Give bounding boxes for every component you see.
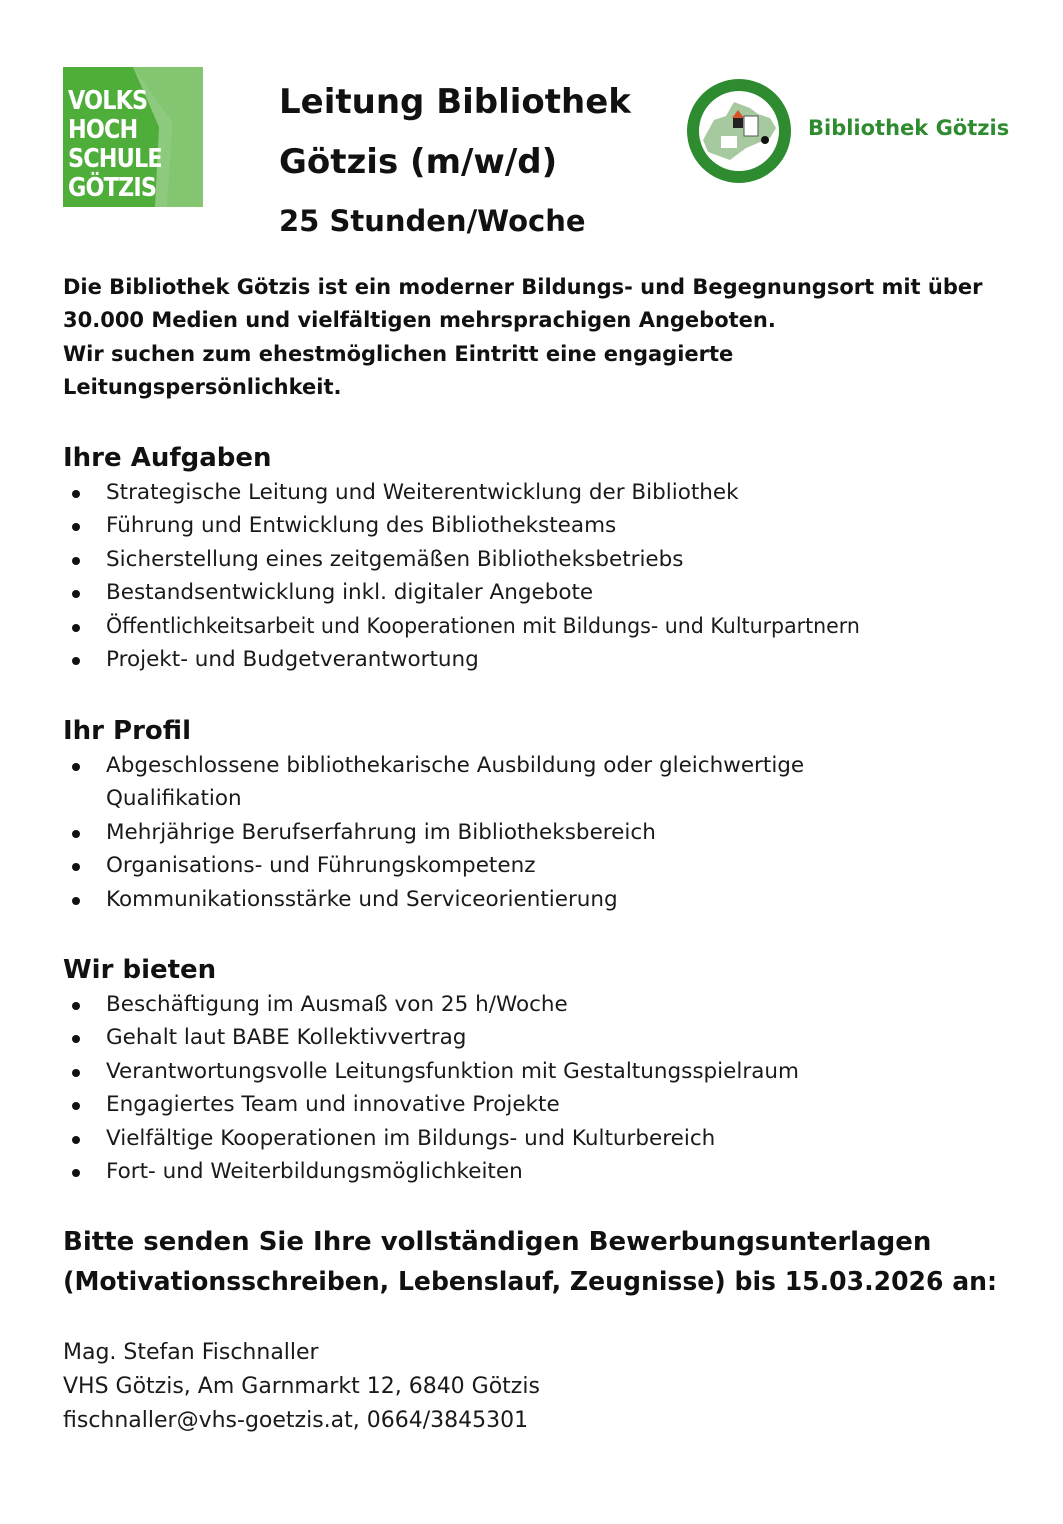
bullet-icon <box>72 624 80 632</box>
list-item-text: Öffentlichkeitsarbeit und Kooperationen mit Bildungs- und Kulturpartnern <box>106 613 860 639</box>
intro-line-2: 30.000 Medien und vielfältigen mehrsprachigen Angeboten. <box>63 308 776 333</box>
bullet-icon <box>72 763 80 771</box>
list-item-text: Führung und Entwicklung des Bibliotheksteams <box>106 513 617 539</box>
task-list <box>63 476 1023 676</box>
bullet-icon <box>72 1035 80 1043</box>
offer-list <box>63 988 1023 1188</box>
job-hours: 25 Stunden/Woche <box>279 204 586 238</box>
list-item <box>63 476 1023 509</box>
cta-line-1: Bitte senden Sie Ihre vollständigen Bewerbungsunterlagen <box>63 1227 932 1257</box>
list-item <box>63 509 1023 542</box>
bullet-icon <box>72 557 80 565</box>
job-title-block <box>279 72 659 246</box>
bullet-icon <box>72 897 80 905</box>
section-bieten <box>63 952 1023 1188</box>
section-heading: Wir bieten <box>63 955 217 985</box>
list-item-text: Strategische Leitung und Weiterentwicklung der Bibliothek <box>106 480 739 505</box>
list-item <box>63 849 1023 882</box>
list-item <box>63 1055 1023 1088</box>
bullet-icon <box>72 1169 80 1177</box>
list-item-text: Verantwortungsvolle Leitungsfunktion mit Gestaltungsspielraum <box>106 1058 799 1084</box>
bullet-icon <box>72 490 80 498</box>
list-item <box>63 643 1023 676</box>
application-instructions <box>63 1222 1023 1302</box>
intro-line-3: Wir suchen zum ehestmöglichen Eintritt eine engagierte <box>63 341 734 366</box>
list-item <box>63 576 1023 609</box>
vhs-logo-line-4: GÖTZIS <box>68 173 157 203</box>
list-item-text: Abgeschlossene bibliothekarische Ausbildung oder gleichwertige Qualifikation <box>106 753 805 812</box>
bullet-icon <box>72 657 80 665</box>
vhs-logo-line-1: VOLKS <box>68 86 148 116</box>
vhs-logo-line-3: SCHULE <box>68 144 162 174</box>
list-item-text: Sicherstellung eines zeitgemäßen Bibliotheksbetriebs <box>106 546 684 572</box>
profile-list <box>63 749 1023 916</box>
vhs-goetzis-logo <box>63 67 203 207</box>
bullet-icon <box>72 1136 80 1144</box>
list-item <box>63 988 1023 1021</box>
list-item <box>63 749 926 816</box>
bibliothek-goetzis-logo <box>686 78 1010 186</box>
list-item-text: Projekt- und Budgetverantwortung <box>106 647 479 673</box>
section-heading: Ihre Aufgaben <box>63 443 272 473</box>
library-name: Bibliothek Götzis <box>808 116 1010 140</box>
list-item-text: Gehalt laut BABE Kollektivvertrag <box>106 1025 467 1051</box>
list-item-text: Vielfältige Kooperationen im Bildungs- und Kulturbereich <box>106 1125 716 1151</box>
bullet-icon <box>72 1102 80 1110</box>
job-title-line-1: Leitung Bibliothek <box>279 82 631 122</box>
list-item-text: Engagiertes Team und innovative Projekte <box>106 1092 560 1118</box>
contact-email-phone[interactable]: fischnaller@vhs-goetzis.at, 0664/3845301 <box>63 1408 529 1433</box>
list-item <box>63 610 1023 643</box>
list-item-text: Bestandsentwicklung inkl. digitaler Angebote <box>106 580 594 606</box>
bullet-icon <box>72 1002 80 1010</box>
contact-block <box>63 1336 963 1438</box>
bullet-icon <box>72 830 80 838</box>
library-emblem-icon <box>686 78 794 186</box>
list-item-text: Fort- und Weiterbildungsmöglichkeiten <box>106 1159 523 1185</box>
vhs-logo-line-2: HOCH <box>68 115 138 145</box>
job-title-line-2: Götzis (m/w/d) <box>279 142 558 182</box>
list-item <box>63 816 1023 849</box>
list-item <box>63 543 1023 576</box>
list-item <box>63 1021 1023 1054</box>
list-item <box>63 883 1023 916</box>
cta-line-2: (Motivationsschreiben, Lebenslauf, Zeugnisse) bis 15.03.2026 an: <box>63 1267 998 1297</box>
bullet-icon <box>72 523 80 531</box>
intro-line-4: Leitungspersönlichkeit. <box>63 375 342 400</box>
list-item <box>63 1122 1023 1155</box>
list-item <box>63 1088 1023 1121</box>
contact-address: VHS Götzis, Am Garnmarkt 12, 6840 Götzis <box>63 1374 540 1399</box>
intro-text <box>63 271 1013 405</box>
list-item-text: Beschäftigung im Ausmaß von 25 h/Woche <box>106 992 568 1017</box>
list-item <box>63 1155 1023 1188</box>
list-item-text: Organisations- und Führungskompetenz <box>106 853 536 879</box>
section-aufgaben <box>63 440 1023 676</box>
bullet-icon <box>72 863 80 871</box>
contact-name: Mag. Stefan Fischnaller <box>63 1340 319 1365</box>
list-item-text: Mehrjährige Berufserfahrung im Bibliotheksbereich <box>106 819 656 845</box>
intro-line-1: Die Bibliothek Götzis ist ein moderner Bildungs- und Begegnungsort mit über <box>63 275 983 299</box>
section-heading: Ihr Profil <box>63 716 191 746</box>
bullet-icon <box>72 1069 80 1077</box>
bullet-icon <box>72 590 80 598</box>
section-profil <box>63 713 1023 916</box>
list-item-text: Kommunikationsstärke und Serviceorientierung <box>106 886 618 912</box>
